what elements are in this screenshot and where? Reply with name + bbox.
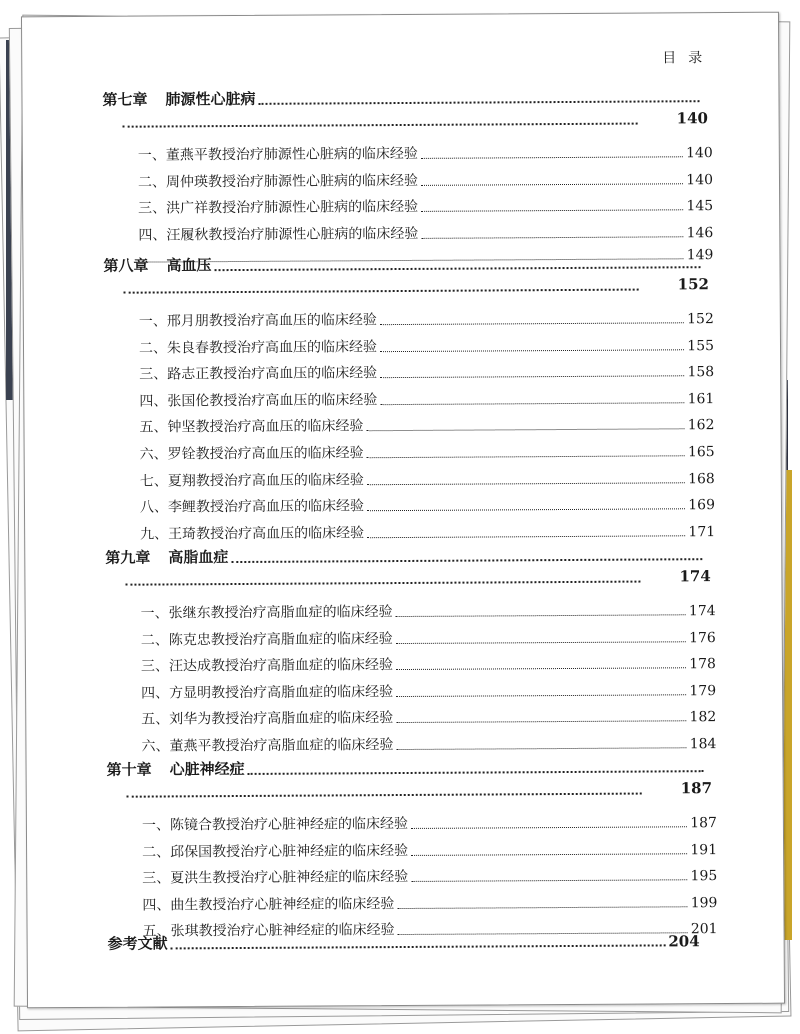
dot-leader [396, 666, 686, 670]
entry-page-number: 140 [686, 171, 714, 188]
entry-page-number: 184 [689, 736, 717, 753]
dot-leader [231, 557, 702, 563]
entry-title: 五、钟坚教授治疗高血压的临床经验 [139, 418, 364, 436]
page-header: 目录 [662, 50, 715, 67]
entry-page-number: 178 [689, 656, 716, 673]
toc-entry[interactable] [141, 599, 716, 623]
references-title: 参考文献 [107, 934, 168, 953]
dot-leader [396, 613, 686, 617]
entry-page-number: 158 [687, 364, 715, 381]
dot-leader [380, 321, 684, 325]
entry-title: 三、夏洪生教授治疗心脏神经症的临床经验 [142, 869, 409, 887]
entry-title: 六、罗铨教授治疗高血压的临床经验 [139, 445, 364, 463]
entry-page-number: 162 [687, 417, 715, 434]
toc-entry[interactable] [142, 864, 717, 888]
entry-page-number: 149 [686, 247, 714, 264]
dot-leader [171, 943, 666, 949]
toc-entry[interactable] [139, 360, 714, 384]
dot-leader [380, 348, 684, 352]
entry-title: 四、方显明教授治疗高脂血症的临床经验 [141, 683, 394, 702]
toc-entry[interactable] [142, 838, 717, 862]
dot-leader [367, 454, 685, 458]
toc-entry[interactable] [141, 705, 716, 729]
toc-entry[interactable] [140, 440, 715, 464]
chapter-page-number: 140 [676, 109, 708, 128]
table-of-contents [22, 13, 784, 1008]
entry-title: 四、曲生教授治疗心脏神经症的临床经验 [142, 895, 395, 914]
dot-leader [367, 534, 685, 538]
entry-page-number: 182 [689, 709, 717, 726]
entry-title: 二、邱保国教授治疗心脏神经症的临床经验 [142, 842, 409, 861]
entry-title: 四、汪履秋教授治疗肺源性心脏病的临床经验 [138, 225, 419, 244]
entry-page-number: 191 [690, 841, 718, 858]
chapter-heading[interactable] [102, 85, 702, 110]
entry-page-number: 152 [687, 311, 714, 328]
dot-leader [380, 401, 684, 405]
entry-title: 七、夏翔教授治疗高血压的临床经验 [139, 471, 364, 490]
entry-page-number: 171 [688, 523, 716, 541]
dot-leader [411, 825, 687, 829]
toc-entry[interactable] [140, 520, 715, 544]
dot-leader [396, 720, 686, 724]
toc-entry[interactable] [141, 732, 716, 756]
dot-leader [125, 580, 640, 586]
entry-title: 三、洪广祥教授治疗肺源性心脏病的临床经验 [138, 199, 419, 217]
dot-leader [367, 428, 685, 432]
chapter-page-number: 187 [680, 779, 713, 798]
toc-entry[interactable] [138, 168, 713, 192]
dot-leader [411, 878, 687, 882]
entry-title: 九、王琦教授治疗高血压的临床经验 [140, 525, 365, 543]
dot-leader [367, 481, 685, 485]
toc-entry[interactable] [141, 652, 716, 676]
dot-leader [397, 905, 687, 909]
dot-leader [248, 769, 704, 775]
dot-leader [367, 507, 685, 511]
entry-title: 二、周仲瑛教授治疗肺源性心脏病的临床经验 [137, 172, 419, 191]
chapter-title: 肺源性心脏病 [165, 89, 256, 109]
dot-leader [124, 288, 639, 294]
entry-page-number: 169 [688, 497, 716, 514]
entry-page-number: 187 [690, 815, 717, 832]
chapter-title: 高血压 [166, 256, 212, 275]
entry-page-number: 179 [689, 682, 717, 700]
entry-page-number: 165 [687, 444, 715, 461]
toc-entry[interactable] [142, 811, 717, 835]
dot-leader [421, 235, 683, 239]
entry-title: 二、朱良春教授治疗高血压的临床经验 [138, 338, 378, 357]
entry-page-number: 146 [686, 224, 714, 242]
toc-entry[interactable] [141, 626, 716, 650]
references-heading[interactable] [108, 929, 700, 954]
toc-entry[interactable] [139, 413, 714, 437]
entry-title: 一、张继东教授治疗高脂血症的临床经验 [140, 604, 393, 622]
chapter-label: 第九章 [105, 548, 151, 567]
dot-leader [421, 155, 683, 159]
toc-entry[interactable] [140, 467, 715, 491]
chapter-title: 心脏神经症 [169, 759, 245, 779]
dot-leader [127, 792, 642, 798]
chapter-label: 第七章 [102, 90, 148, 109]
entry-title: 四、张国伦教授治疗高血压的临床经验 [139, 391, 378, 410]
entry-page-number: 199 [690, 894, 718, 912]
entry-page-number: 140 [686, 145, 713, 162]
dot-leader [421, 182, 683, 186]
toc-entry[interactable] [139, 334, 714, 358]
entry-title: 一、邢月朋教授治疗高血压的临床经验 [138, 312, 377, 330]
toc-entry[interactable] [139, 387, 714, 411]
dot-leader [123, 122, 638, 128]
toc-entry[interactable] [139, 307, 714, 331]
toc-entry[interactable] [142, 891, 717, 915]
entry-title: 五、张琪教授治疗心脏神经症的临床经验 [142, 922, 395, 940]
entry-title: 三、路志正教授治疗高血压的临床经验 [139, 365, 378, 383]
dot-leader [259, 99, 700, 105]
references-page-number: 204 [668, 932, 700, 951]
entry-title: 八、李鲤教授治疗高血压的临床经验 [139, 498, 365, 516]
toc-entry[interactable] [138, 141, 713, 165]
entry-title: 六、董燕平教授治疗高脂血症的临床经验 [141, 737, 394, 755]
dot-leader [411, 852, 687, 856]
dot-leader [396, 746, 686, 750]
toc-entry[interactable] [138, 221, 713, 245]
dot-leader [396, 640, 686, 644]
dot-leader [396, 693, 686, 697]
entry-page-number: 176 [689, 629, 716, 646]
chapter-label: 第十章 [106, 760, 152, 779]
chapter-heading[interactable] [103, 251, 703, 276]
dot-leader [215, 265, 701, 271]
toc-entry[interactable] [141, 679, 716, 703]
dot-leader [380, 374, 684, 378]
entry-page-number: 145 [686, 198, 714, 215]
entry-page-number: 155 [687, 337, 715, 354]
chapter-title: 高脂血症 [168, 548, 229, 567]
entry-title: 一、董燕平教授治疗肺源性心脏病的临床经验 [137, 145, 418, 164]
entry-title: 五、刘华为教授治疗高脂血症的临床经验 [141, 710, 394, 728]
toc-page [21, 12, 785, 1009]
chapter-page-number: 152 [677, 275, 709, 294]
entry-title: 二、陈克忠教授治疗高脂血症的临床经验 [140, 630, 393, 649]
chapter-heading[interactable] [105, 543, 705, 568]
entry-page-number: 161 [687, 390, 715, 408]
entry-page-number: 174 [688, 603, 716, 620]
entry-page-number: 201 [690, 921, 718, 938]
chapter-page-number: 174 [679, 567, 711, 586]
entry-title: 三、汪达成教授治疗高脂血症的临床经验 [140, 657, 393, 675]
entry-page-number: 168 [688, 470, 715, 487]
entry-page-number: 195 [690, 868, 718, 885]
dot-leader [421, 208, 683, 212]
chapter-label: 第八章 [103, 256, 149, 275]
toc-entry[interactable] [138, 194, 713, 218]
toc-entry[interactable] [140, 493, 715, 517]
entry-title: 一、陈镜合教授治疗心脏神经症的临床经验 [141, 815, 408, 834]
chapter-heading[interactable] [107, 755, 707, 780]
